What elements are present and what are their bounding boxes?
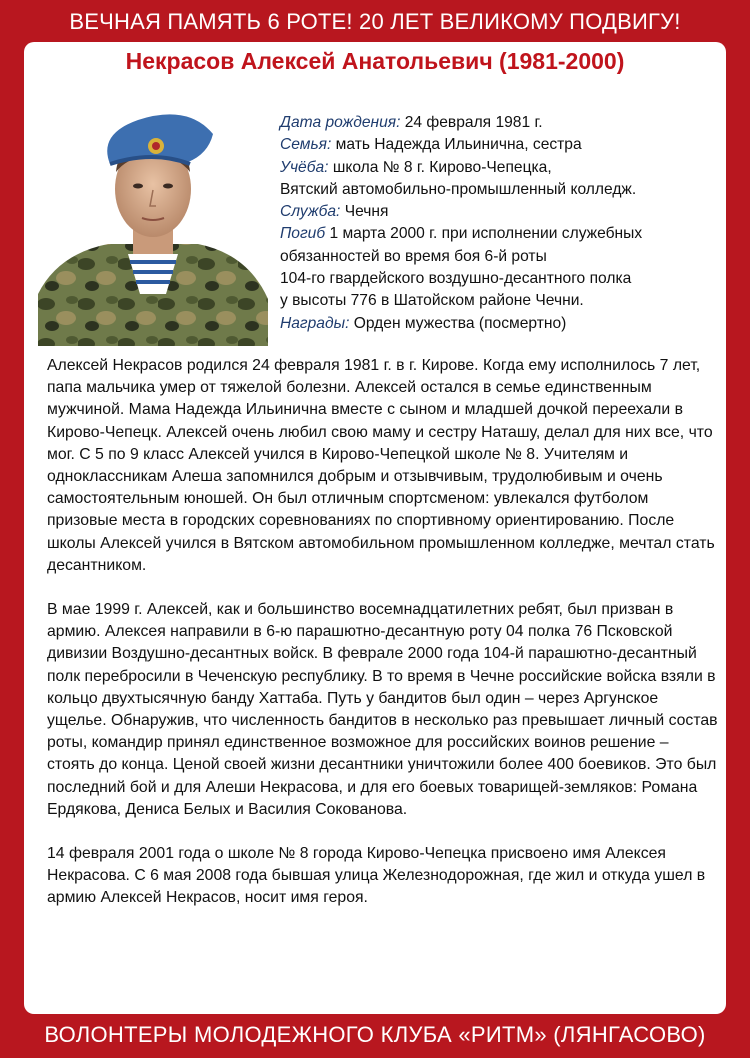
bio-paragraph-2: В мае 1999 г. Алексей, как и большинство восемнадцатилетних ребят, был призван в армию. Алексея направили в 6-ю парашютно-десантную роту 04 полка 76 Псковской дивизии Воздушно-десантных войск. В феврале 2000 года 104-й парашютно-десантный полк перебросили в Чеченскую республику. В то время в Чечне российские войска взяли в кольцо двухтысячную банду Хаттаба. Путь у бандитов был один – через Аргунское ущелье. Обнаружив, что численность бандитов в несколько раз превышает личный состав роты, командир принял единственное возможное для российских воинов решение – стоять до конца. Ценой своей жизни десантники уничтожили более 400 боевиков. Это был последний бой и для Алеши Некрасова, и для его боевых товарищей-земляков: Романа Ердякова, Дениса Белых и Василия Сокованова. (47, 601, 718, 818)
awards-row (280, 313, 720, 335)
service-label: Служба: (280, 203, 341, 221)
service-row (280, 201, 720, 223)
death-row-2: обязанностей во время боя 6-й роты (280, 247, 547, 265)
birth-row (280, 112, 720, 134)
awards-label: Награды: (280, 314, 350, 332)
top-banner: ВЕЧНАЯ ПАМЯТЬ 6 РОТЕ! 20 ЛЕТ ВЕЛИКОМУ ПОДВИГУ! (69, 9, 681, 34)
study-row (280, 157, 720, 179)
study-label: Учёба: (280, 158, 329, 176)
footer-banner: ВОЛОНТЕРЫ МОЛОДЕЖНОГО КЛУБА «РИТМ» (ЛЯНГАСОВО) (44, 1022, 706, 1047)
bio-paragraph-1: Алексей Некрасов родился 24 февраля 1981 г. в г. Кирове. Когда ему исполнилось 7 лет, папа мальчика умер от тяжелой болезни. Алексей остался в семье единственным мужчиной. Мама Надежда Ильинична вместе с сыном и младшей дочкой переехали в Кирово-Чепецк. Алексей очень любил свою маму и сестру Наташу, делал для них все, что мог. С 5 по 9 класс Алексей учился в Кирово-Чепецкой школе № 8. Учителям и одноклассникам Алеша запомнился добрым и отзывчивым, трудолюбивым и очень самостоятельным юношей. Он был отличным спортсменом: увлекался футболом призовые места в городских соревнованиях по спортивному ориентированию. После школы Алексей учился в Вятском автомобильном промышленном колледже, мечтал стать десантником. (47, 357, 715, 574)
death-row-3: 104-го гвардейского воздушно-десантного полка (280, 270, 632, 288)
study-value: школа № 8 г. Кирово-Чепецка, (328, 158, 552, 176)
family-row (280, 134, 720, 156)
death-label: Погиб (280, 225, 326, 243)
death-value: 1 марта 2000 г. при исполнении служебных (325, 225, 643, 243)
family-label: Семья: (280, 136, 332, 154)
study-row-2: Вятский автомобильно-промышленный колледж. (280, 180, 637, 198)
death-row-4: у высоты 776 в Шатойском районе Чечни. (280, 292, 584, 310)
awards-value: Орден мужества (посмертно) (349, 314, 567, 332)
family-value: мать Надежда Ильинична, сестра (331, 136, 582, 154)
death-row (280, 223, 720, 245)
soldier-portrait-icon (38, 94, 268, 346)
bio-paragraph-3: 14 февраля 2001 года о школе № 8 города Кирово-Чепецка присвоено имя Алексея Некрасова. С 6 мая 2008 года бывшая улица Железнодорожная, где жил и откуда ушел в армию Алексей Некрасов, носит имя героя. (47, 845, 706, 907)
birth-value: 24 февраля 1981 г. (400, 114, 543, 131)
birth-label: Дата рождения: (280, 114, 401, 131)
page-title: Некрасов Алексей Анатольевич (1981-2000) (125, 48, 625, 74)
personal-info (280, 112, 720, 335)
biography (47, 355, 719, 932)
content-panel (24, 42, 726, 1014)
service-value: Чечня (340, 203, 389, 221)
